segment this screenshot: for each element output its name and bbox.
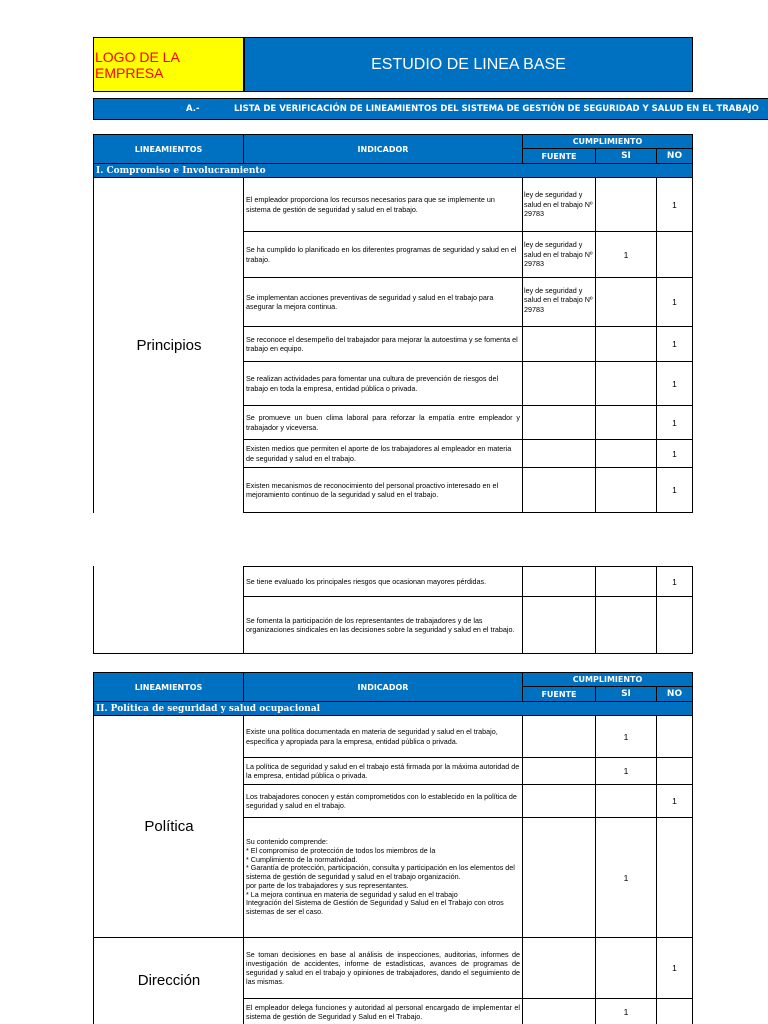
col-header-indicador-2: INDICADOR [243,672,523,702]
si-row-10 [595,596,657,654]
si-pol-2: 1 [595,757,657,785]
col-header-lineamientos-2: LINEAMIENTOS [93,672,244,702]
indicator-dir-1: Se toman decisiones en base al análisis de inspecciones, auditorias, informes de investigación de accidentes, informe de estadísticas, avances de programas de seguridad y salud en el trabajo y opiniones de trabajadores, dando el seguimiento de las mismas. [243,937,523,999]
fuente-row-8 [522,467,596,513]
subtitle-code: A.- [186,104,200,114]
fuente-pol-1 [522,715,596,758]
si-row-7 [595,439,657,468]
subtitle-text: LISTA DE VERIFICACIÓN DE LINEAMIENTOS DEL SISTEMA DE GESTIÓN DE SEGURIDAD Y SALUD EN EL TRABAJO [234,104,759,114]
no-row-6: 1 [656,405,693,440]
group-principios: Principios [93,177,244,513]
fuente-pol-2 [522,757,596,785]
indicator-row-6: Se promueve un buen clima laboral para reforzar la empatía entre empleador y trabajador y viceversa. [243,405,523,440]
col-header-no-2: NO [656,686,693,702]
si-dir-2: 1 [595,998,657,1024]
col-header-si-2: SI [595,686,657,702]
no-pol-2 [656,757,693,785]
si-dir-1 [595,937,657,999]
fuente-row-9 [522,566,596,597]
no-dir-1: 1 [656,937,693,999]
col-header-cumplimiento-2: CUMPLIMIENTO [522,672,693,687]
col-header-fuente-2: FUENTE [522,686,596,702]
no-pol-3: 1 [656,784,693,818]
si-row-9 [595,566,657,597]
indicator-row-2: Se ha cumplido lo planificado en los diferentes programas de seguridad y salud en el trabajo. [243,231,523,278]
indicator-row-5: Se realizan actividades para fomentar una cultura de prevención de riesgos del trabajo en toda la empresa, entidad pública o privada. [243,361,523,406]
company-logo-placeholder: LOGO DE LA EMPRESA [93,37,244,92]
no-pol-1 [656,715,693,758]
si-row-5 [595,361,657,406]
no-pol-4 [656,817,693,938]
no-row-4: 1 [656,326,693,362]
fuente-row-2: ley de seguridad y salud en el trabajo Nº 29783 [522,231,596,278]
fuente-row-1: ley de seguridad y salud en el trabajo Nº 29783 [522,177,596,232]
col-header-indicador: INDICADOR [243,134,523,164]
indicator-pol-2: La política de seguridad y salud en el trabajo está firmada por la máxima autoridad de la empresa, entidad pública o privada. [243,757,523,785]
indicator-pol-1: Existe una política documentada en materia de seguridad y salud en el trabajo, específica y apropiada para la empresa, entidad pública o privada. [243,715,523,758]
fuente-pol-4 [522,817,596,938]
no-row-2 [656,231,693,278]
col-header-cumplimiento: CUMPLIMIENTO [522,134,693,149]
no-row-10 [656,596,693,654]
indicator-row-9: Se tiene evaluado los principales riesgos que ocasionan mayores pérdidas. [243,566,523,597]
indicator-row-1: El empleador proporciona los recursos necesarios para que se implemente un sistema de gestión de seguridad y salud en el trabajo. [243,177,523,232]
fuente-dir-1 [522,937,596,999]
indicator-row-10: Se fomenta la participación de los representantes de trabajadores y de las organizaciones sindicales en las decisiones sobre la seguridad y salud en el trabajo. [243,596,523,654]
indicator-pol-4: Su contenido comprende: * El compromiso de protección de todos los miembros de la * Cumplimiento de la normatividad. * Garantía de protección, participación, consulta y participación en los elementos del sistema de gestión de seguridad y salud en el trabajo organización. por parte de los trabajadores y sus representantes. * La mejora continua en materia de seguridad y salud en el trabajo Integración del Sistema de Gestión de Seguridad y Salud en el Trabajo con otros sistemas de ser el caso. [243,817,523,938]
fuente-row-5 [522,361,596,406]
no-row-7: 1 [656,439,693,468]
no-row-9: 1 [656,566,693,597]
no-row-5: 1 [656,361,693,406]
indicator-row-8: Existen mecanismos de reconocimiento del personal proactivo interesado en el mejoramiento continuo de la seguridad y salud en el trabajo. [243,467,523,513]
group-principios-continued [93,566,244,654]
si-pol-1: 1 [595,715,657,758]
section-title-compromiso: I. Compromiso e Involucramiento [93,163,693,178]
indicator-pol-3: Los trabajadores conocen y están comprometidos con lo establecido en la política de seguridad y salud en el trabajo. [243,784,523,818]
si-row-6 [595,405,657,440]
col-header-si: SI [595,148,657,164]
fuente-row-4 [522,326,596,362]
document-title: ESTUDIO DE LINEA BASE [244,37,693,92]
group-direccion: Dirección [93,937,244,1024]
fuente-row-10 [522,596,596,654]
col-header-no: NO [656,148,693,164]
fuente-pol-3 [522,784,596,818]
si-pol-3 [595,784,657,818]
indicator-row-4: Se reconoce el desempeño del trabajador para mejorar la autoestima y se fomenta el trabajo en equipo. [243,326,523,362]
group-politica: Política [93,715,244,938]
col-header-fuente: FUENTE [522,148,596,164]
si-row-4 [595,326,657,362]
col-header-lineamientos: LINEAMIENTOS [93,134,244,164]
fuente-dir-2 [522,998,596,1024]
fuente-row-3: ley de seguridad y salud en el trabajo Nº 29783 [522,277,596,327]
indicator-row-3: Se implementan acciones preventivas de seguridad y salud en el trabajo para asegurar la mejora continua. [243,277,523,327]
fuente-row-7 [522,439,596,468]
indicator-dir-2: El empleador delega funciones y autoridad al personal encargado de implementar el sistema de gestión de Seguridad y Salud en el Trabajo. [243,998,523,1024]
no-row-3: 1 [656,277,693,327]
no-row-1: 1 [656,177,693,232]
no-row-8: 1 [656,467,693,513]
section-subtitle-bar [93,98,768,120]
si-row-3 [595,277,657,327]
indicator-row-7: Existen medios que permiten el aporte de los trabajadores al empleador en materia de seguridad y salud en el trabajo. [243,439,523,468]
fuente-row-6 [522,405,596,440]
section-title-politica: II. Política de seguridad y salud ocupacional [93,701,693,716]
si-row-2: 1 [595,231,657,278]
si-row-1 [595,177,657,232]
si-row-8 [595,467,657,513]
no-dir-2 [656,998,693,1024]
si-pol-4: 1 [595,817,657,938]
